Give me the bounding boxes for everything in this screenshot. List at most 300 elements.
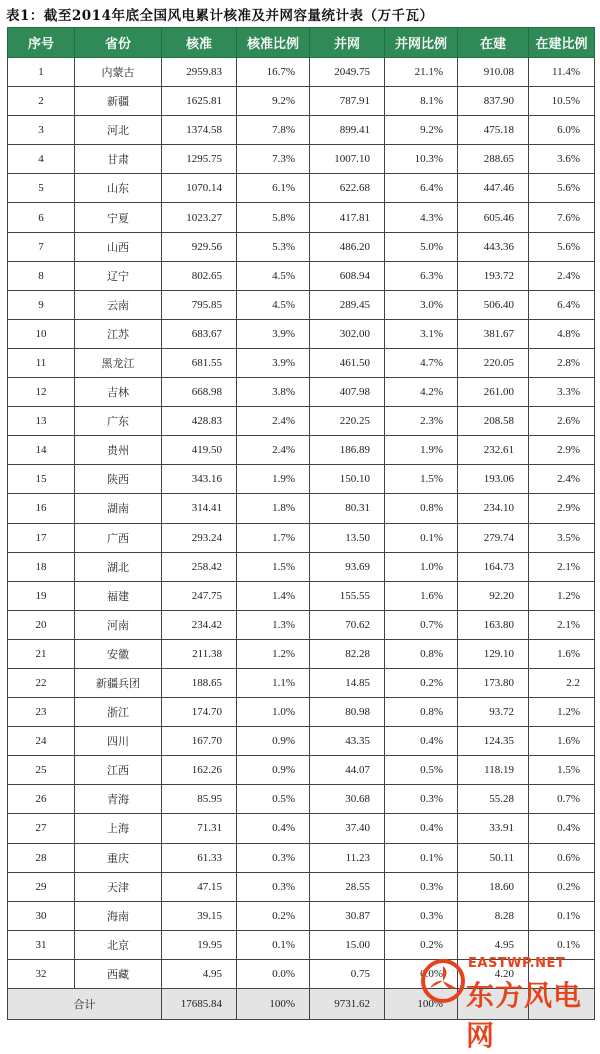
cell-grid-ratio: 0.5% — [385, 756, 458, 785]
cell-grid: 15.00 — [310, 930, 385, 959]
cell-construction-ratio: 1.2% — [529, 698, 595, 727]
cell-approved-ratio: 2.4% — [237, 407, 310, 436]
cell-approved-ratio: 1.4% — [237, 581, 310, 610]
cell-grid: 289.45 — [310, 290, 385, 319]
table-row — [8, 552, 595, 581]
cell-province: 天津 — [75, 872, 162, 901]
cell-approved-ratio: 0.2% — [237, 901, 310, 930]
cell-grid: 787.91 — [310, 87, 385, 116]
cell-grid: 28.55 — [310, 872, 385, 901]
cell-construction: 837.90 — [458, 87, 529, 116]
cell-construction: 232.61 — [458, 436, 529, 465]
cell-index: 25 — [8, 756, 75, 785]
cell-construction: 447.46 — [458, 174, 529, 203]
cell-approved: 929.56 — [162, 232, 237, 261]
table-row — [8, 87, 595, 116]
cell-grid-ratio: 1.5% — [385, 465, 458, 494]
cell-grid-ratio: 1.6% — [385, 581, 458, 610]
cell-approved: 802.65 — [162, 261, 237, 290]
cell-approved: 683.67 — [162, 319, 237, 348]
cell-index: 6 — [8, 203, 75, 232]
cell-grid: 461.50 — [310, 348, 385, 377]
cell-index: 13 — [8, 407, 75, 436]
cell-grid-ratio: 0.3% — [385, 872, 458, 901]
table-row — [8, 610, 595, 639]
cell-construction-ratio: 1.6% — [529, 639, 595, 668]
cell-approved-ratio: 1.5% — [237, 552, 310, 581]
cell-approved-ratio: 3.8% — [237, 378, 310, 407]
cell-grid: 70.62 — [310, 610, 385, 639]
cell-index: 8 — [8, 261, 75, 290]
header-cell-index: 序号 — [8, 28, 75, 58]
cell-approved: 2959.83 — [162, 58, 237, 87]
cell-province: 海南 — [75, 901, 162, 930]
cell-approved-ratio: 1.9% — [237, 465, 310, 494]
cell-construction: 506.40 — [458, 290, 529, 319]
cell-construction: 163.80 — [458, 610, 529, 639]
cell-grid-ratio: 4.3% — [385, 203, 458, 232]
cell-province: 内蒙古 — [75, 58, 162, 87]
table-header-row — [8, 28, 595, 58]
cell-construction: 208.58 — [458, 407, 529, 436]
cell-index: 19 — [8, 581, 75, 610]
cell-grid: 82.28 — [310, 639, 385, 668]
table-row — [8, 319, 595, 348]
cell-province: 浙江 — [75, 698, 162, 727]
cell-approved-ratio: 1.7% — [237, 523, 310, 552]
cell-approved-ratio: 5.3% — [237, 232, 310, 261]
total-approved-ratio: 100% — [237, 989, 310, 1020]
cell-approved: 314.41 — [162, 494, 237, 523]
cell-construction: 193.72 — [458, 261, 529, 290]
cell-grid-ratio: 21.1% — [385, 58, 458, 87]
watermark-text: 东方风电网 — [466, 979, 583, 1052]
cell-index: 29 — [8, 872, 75, 901]
cell-index: 26 — [8, 785, 75, 814]
cell-grid: 13.50 — [310, 523, 385, 552]
cell-province: 重庆 — [75, 843, 162, 872]
total-label: 合计 — [8, 989, 162, 1020]
cell-approved: 343.16 — [162, 465, 237, 494]
cell-construction: 55.28 — [458, 785, 529, 814]
cell-construction: 50.11 — [458, 843, 529, 872]
cell-construction-ratio: 1.5% — [529, 756, 595, 785]
cell-approved-ratio: 1.3% — [237, 610, 310, 639]
cell-grid-ratio: 0.0% — [385, 959, 458, 988]
cell-approved: 668.98 — [162, 378, 237, 407]
cell-province: 上海 — [75, 814, 162, 843]
table-row — [8, 727, 595, 756]
cell-index: 24 — [8, 727, 75, 756]
cell-construction: 381.67 — [458, 319, 529, 348]
watermark-url: EASTWP.NET — [468, 956, 566, 971]
cell-grid-ratio: 6.4% — [385, 174, 458, 203]
cell-grid-ratio: 0.4% — [385, 814, 458, 843]
cell-grid: 80.98 — [310, 698, 385, 727]
cell-province: 宁夏 — [75, 203, 162, 232]
cell-index: 32 — [8, 959, 75, 988]
cell-construction-ratio: 7.6% — [529, 203, 595, 232]
cell-approved-ratio: 4.5% — [237, 261, 310, 290]
cell-index: 30 — [8, 901, 75, 930]
cell-province: 吉林 — [75, 378, 162, 407]
table-row — [8, 465, 595, 494]
cell-grid-ratio: 0.8% — [385, 494, 458, 523]
cell-construction-ratio: 1.6% — [529, 727, 595, 756]
cell-approved: 211.38 — [162, 639, 237, 668]
table-row — [8, 436, 595, 465]
cell-grid-ratio: 1.9% — [385, 436, 458, 465]
cell-approved: 71.31 — [162, 814, 237, 843]
cell-approved: 419.50 — [162, 436, 237, 465]
cell-approved-ratio: 1.0% — [237, 698, 310, 727]
cell-index: 31 — [8, 930, 75, 959]
cell-construction-ratio: 0.1% — [529, 930, 595, 959]
cell-approved-ratio: 0.9% — [237, 756, 310, 785]
cell-approved-ratio: 6.1% — [237, 174, 310, 203]
cell-grid: 417.81 — [310, 203, 385, 232]
cell-index: 28 — [8, 843, 75, 872]
cell-grid: 155.55 — [310, 581, 385, 610]
cell-construction: 234.10 — [458, 494, 529, 523]
cell-index: 18 — [8, 552, 75, 581]
cell-construction-ratio: 0.2% — [529, 872, 595, 901]
cell-grid-ratio: 1.0% — [385, 552, 458, 581]
cell-grid-ratio: 0.7% — [385, 610, 458, 639]
header-cell-province: 省份 — [75, 28, 162, 58]
cell-construction: 118.19 — [458, 756, 529, 785]
cell-construction-ratio: 10.5% — [529, 87, 595, 116]
cell-approved: 247.75 — [162, 581, 237, 610]
header-cell-grid: 并网 — [310, 28, 385, 58]
cell-grid: 150.10 — [310, 465, 385, 494]
cell-construction-ratio: 2.8% — [529, 348, 595, 377]
cell-grid-ratio: 0.3% — [385, 785, 458, 814]
cell-grid-ratio: 0.2% — [385, 668, 458, 697]
cell-construction: 124.35 — [458, 727, 529, 756]
table-row — [8, 785, 595, 814]
header-cell-grid-ratio: 并网比例 — [385, 28, 458, 58]
cell-construction-ratio: 0.4% — [529, 814, 595, 843]
cell-grid-ratio: 8.1% — [385, 87, 458, 116]
cell-approved: 234.42 — [162, 610, 237, 639]
cell-grid-ratio: 0.8% — [385, 639, 458, 668]
cell-index: 20 — [8, 610, 75, 639]
cell-index: 9 — [8, 290, 75, 319]
table-row — [8, 203, 595, 232]
wind-power-table — [7, 27, 595, 1020]
cell-province: 河南 — [75, 610, 162, 639]
cell-construction: 92.20 — [458, 581, 529, 610]
cell-construction-ratio: 2.1% — [529, 610, 595, 639]
cell-approved-ratio: 1.2% — [237, 639, 310, 668]
cell-approved: 167.70 — [162, 727, 237, 756]
cell-province: 湖北 — [75, 552, 162, 581]
cell-grid: 186.89 — [310, 436, 385, 465]
total-grid: 9731.62 — [310, 989, 385, 1020]
cell-construction-ratio: 2.2 — [529, 668, 595, 697]
cell-approved: 85.95 — [162, 785, 237, 814]
cell-approved-ratio: 7.8% — [237, 116, 310, 145]
cell-construction: 173.80 — [458, 668, 529, 697]
cell-construction-ratio: 3.3% — [529, 378, 595, 407]
table-row — [8, 814, 595, 843]
cell-construction: 93.72 — [458, 698, 529, 727]
cell-grid: 2049.75 — [310, 58, 385, 87]
cell-index: 21 — [8, 639, 75, 668]
cell-construction: 910.08 — [458, 58, 529, 87]
table-row — [8, 901, 595, 930]
cell-grid: 899.41 — [310, 116, 385, 145]
cell-approved-ratio: 0.3% — [237, 843, 310, 872]
table-row — [8, 407, 595, 436]
cell-grid: 608.94 — [310, 261, 385, 290]
cell-province: 北京 — [75, 930, 162, 959]
cell-construction-ratio: 3.5% — [529, 523, 595, 552]
header-cell-approved-ratio: 核准比例 — [237, 28, 310, 58]
cell-approved: 428.83 — [162, 407, 237, 436]
cell-province: 西藏 — [75, 959, 162, 988]
cell-index: 17 — [8, 523, 75, 552]
cell-province: 辽宁 — [75, 261, 162, 290]
cell-approved: 174.70 — [162, 698, 237, 727]
cell-grid: 11.23 — [310, 843, 385, 872]
header-cell-construction-ratio: 在建比例 — [529, 28, 595, 58]
cell-approved-ratio: 0.9% — [237, 727, 310, 756]
cell-province: 广东 — [75, 407, 162, 436]
cell-construction: 261.00 — [458, 378, 529, 407]
cell-grid: 80.31 — [310, 494, 385, 523]
cell-construction-ratio: 2.4% — [529, 261, 595, 290]
cell-grid: 0.75 — [310, 959, 385, 988]
cell-construction-ratio: 5.6% — [529, 232, 595, 261]
cell-construction: 8.28 — [458, 901, 529, 930]
table-title: 表1：截至2014年底全国风电累计核准及并网容量统计表（万千瓦） — [6, 8, 434, 24]
cell-grid: 14.85 — [310, 668, 385, 697]
table-row — [8, 668, 595, 697]
cell-grid: 30.87 — [310, 901, 385, 930]
cell-construction-ratio: 2.6% — [529, 407, 595, 436]
cell-approved: 1295.75 — [162, 145, 237, 174]
cell-approved: 19.95 — [162, 930, 237, 959]
cell-grid: 486.20 — [310, 232, 385, 261]
cell-approved-ratio: 3.9% — [237, 319, 310, 348]
cell-province: 青海 — [75, 785, 162, 814]
cell-construction-ratio: 5.6% — [529, 174, 595, 203]
cell-approved-ratio: 0.4% — [237, 814, 310, 843]
cell-index: 2 — [8, 87, 75, 116]
cell-grid: 622.68 — [310, 174, 385, 203]
cell-grid-ratio: 5.0% — [385, 232, 458, 261]
cell-index: 1 — [8, 58, 75, 87]
cell-construction-ratio: 6.0% — [529, 116, 595, 145]
cell-construction-ratio: 2.4% — [529, 465, 595, 494]
cell-grid-ratio: 10.3% — [385, 145, 458, 174]
cell-construction-ratio: 3.6% — [529, 145, 595, 174]
cell-approved: 681.55 — [162, 348, 237, 377]
cell-construction: 4.20 — [458, 959, 529, 988]
table-row — [8, 756, 595, 785]
cell-grid-ratio: 9.2% — [385, 116, 458, 145]
cell-index: 11 — [8, 348, 75, 377]
table-row — [8, 145, 595, 174]
table-row — [8, 290, 595, 319]
cell-province: 江西 — [75, 756, 162, 785]
cell-grid-ratio: 0.1% — [385, 523, 458, 552]
cell-approved: 61.33 — [162, 843, 237, 872]
cell-grid-ratio: 0.4% — [385, 727, 458, 756]
cell-approved: 795.85 — [162, 290, 237, 319]
cell-construction: 33.91 — [458, 814, 529, 843]
header-cell-approved: 核准 — [162, 28, 237, 58]
cell-index: 22 — [8, 668, 75, 697]
table-row — [8, 261, 595, 290]
cell-grid: 43.35 — [310, 727, 385, 756]
cell-index: 12 — [8, 378, 75, 407]
table-row — [8, 378, 595, 407]
cell-approved: 293.24 — [162, 523, 237, 552]
cell-grid: 407.98 — [310, 378, 385, 407]
cell-province: 山西 — [75, 232, 162, 261]
cell-province: 黑龙江 — [75, 348, 162, 377]
cell-grid-ratio: 0.8% — [385, 698, 458, 727]
cell-construction-ratio: 0.1% — [529, 901, 595, 930]
cell-approved: 162.26 — [162, 756, 237, 785]
cell-index: 3 — [8, 116, 75, 145]
cell-construction-ratio: 2.9% — [529, 436, 595, 465]
cell-province: 湖南 — [75, 494, 162, 523]
cell-grid: 220.25 — [310, 407, 385, 436]
cell-province: 贵州 — [75, 436, 162, 465]
cell-construction: 18.60 — [458, 872, 529, 901]
cell-province: 山东 — [75, 174, 162, 203]
cell-province: 河北 — [75, 116, 162, 145]
cell-approved-ratio: 0.5% — [237, 785, 310, 814]
table-body — [8, 58, 595, 1020]
table-row — [8, 174, 595, 203]
cell-province: 四川 — [75, 727, 162, 756]
cell-approved-ratio: 7.3% — [237, 145, 310, 174]
cell-construction: 129.10 — [458, 639, 529, 668]
cell-construction: 164.73 — [458, 552, 529, 581]
cell-index: 10 — [8, 319, 75, 348]
cell-approved: 39.15 — [162, 901, 237, 930]
cell-grid-ratio: 0.3% — [385, 901, 458, 930]
cell-index: 14 — [8, 436, 75, 465]
table-row — [8, 698, 595, 727]
cell-construction: 288.65 — [458, 145, 529, 174]
cell-approved: 1023.27 — [162, 203, 237, 232]
cell-index: 23 — [8, 698, 75, 727]
table-row — [8, 639, 595, 668]
total-approved: 17685.84 — [162, 989, 237, 1020]
cell-province: 福建 — [75, 581, 162, 610]
table-row — [8, 58, 595, 87]
cell-province: 广西 — [75, 523, 162, 552]
cell-grid: 302.00 — [310, 319, 385, 348]
cell-construction-ratio: 2.1% — [529, 552, 595, 581]
cell-construction-ratio: 0.7% — [529, 785, 595, 814]
cell-province: 新疆 — [75, 87, 162, 116]
cell-index: 27 — [8, 814, 75, 843]
cell-grid: 30.68 — [310, 785, 385, 814]
cell-province: 陕西 — [75, 465, 162, 494]
cell-approved-ratio: 0.0% — [237, 959, 310, 988]
cell-grid-ratio: 0.1% — [385, 843, 458, 872]
cell-approved: 188.65 — [162, 668, 237, 697]
table-row — [8, 232, 595, 261]
cell-approved-ratio: 3.9% — [237, 348, 310, 377]
cell-approved-ratio: 4.5% — [237, 290, 310, 319]
cell-grid: 44.07 — [310, 756, 385, 785]
table-row — [8, 872, 595, 901]
cell-construction: 475.18 — [458, 116, 529, 145]
cell-construction-ratio: 11.4% — [529, 58, 595, 87]
cell-approved: 258.42 — [162, 552, 237, 581]
cell-approved: 1625.81 — [162, 87, 237, 116]
table-row — [8, 494, 595, 523]
cell-grid-ratio: 2.3% — [385, 407, 458, 436]
cell-approved-ratio: 1.8% — [237, 494, 310, 523]
cell-construction-ratio: 2.9% — [529, 494, 595, 523]
cell-index: 4 — [8, 145, 75, 174]
cell-grid-ratio: 4.7% — [385, 348, 458, 377]
cell-grid-ratio: 3.0% — [385, 290, 458, 319]
cell-grid: 93.69 — [310, 552, 385, 581]
cell-grid: 1007.10 — [310, 145, 385, 174]
cell-approved-ratio: 0.1% — [237, 930, 310, 959]
cell-approved: 47.15 — [162, 872, 237, 901]
cell-index: 5 — [8, 174, 75, 203]
cell-approved: 1070.14 — [162, 174, 237, 203]
total-grid-ratio: 100% — [385, 989, 458, 1020]
cell-construction: 193.06 — [458, 465, 529, 494]
cell-construction: 605.46 — [458, 203, 529, 232]
cell-province: 甘肃 — [75, 145, 162, 174]
cell-construction: 220.05 — [458, 348, 529, 377]
cell-index: 15 — [8, 465, 75, 494]
cell-approved-ratio: 1.1% — [237, 668, 310, 697]
cell-construction-ratio: 1.2% — [529, 581, 595, 610]
cell-approved-ratio: 9.2% — [237, 87, 310, 116]
cell-grid-ratio: 4.2% — [385, 378, 458, 407]
cell-province: 江苏 — [75, 319, 162, 348]
cell-grid-ratio: 3.1% — [385, 319, 458, 348]
table-row — [8, 348, 595, 377]
cell-approved: 4.95 — [162, 959, 237, 988]
cell-grid-ratio: 0.2% — [385, 930, 458, 959]
cell-grid-ratio: 6.3% — [385, 261, 458, 290]
cell-index: 16 — [8, 494, 75, 523]
table-row — [8, 843, 595, 872]
cell-approved: 1374.58 — [162, 116, 237, 145]
cell-construction: 279.74 — [458, 523, 529, 552]
cell-province: 新疆兵团 — [75, 668, 162, 697]
cell-approved-ratio: 16.7% — [237, 58, 310, 87]
cell-index: 7 — [8, 232, 75, 261]
table-row — [8, 116, 595, 145]
watermark-fan-icon — [420, 958, 466, 1004]
cell-approved-ratio: 5.8% — [237, 203, 310, 232]
table-row — [8, 523, 595, 552]
cell-grid: 37.40 — [310, 814, 385, 843]
cell-construction: 4.95 — [458, 930, 529, 959]
cell-construction-ratio: 0.6% — [529, 843, 595, 872]
cell-construction: 443.36 — [458, 232, 529, 261]
cell-province: 安徽 — [75, 639, 162, 668]
cell-approved-ratio: 0.3% — [237, 872, 310, 901]
cell-construction-ratio: 4.8% — [529, 319, 595, 348]
